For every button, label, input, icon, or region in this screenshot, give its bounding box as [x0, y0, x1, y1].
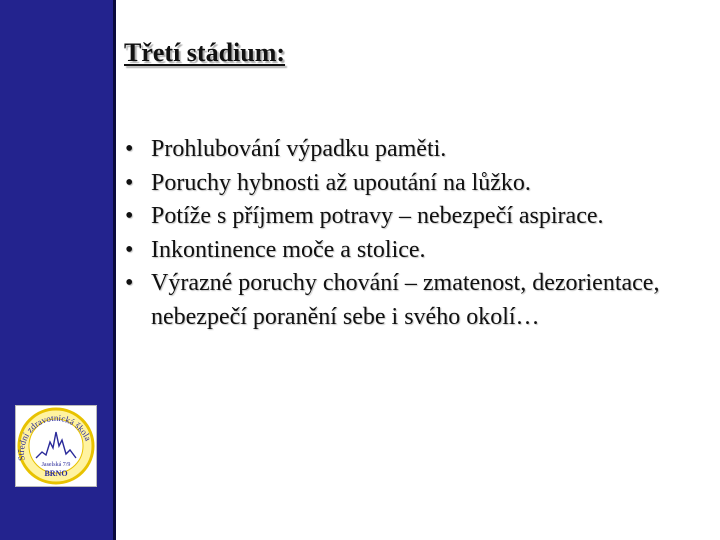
slide-title: Třetí stádium:	[124, 38, 286, 67]
bullet-text: Výrazné poruchy chování – zmatenost, dezorientace, nebezpečí poranění sebe i svého okolí…	[151, 270, 660, 330]
bullet-dot: •	[125, 169, 134, 196]
bullet-text: Poruchy hybnosti až upoutání na lůžko.	[151, 169, 531, 196]
bullet-text: Inkontinence moče a stolice.	[151, 236, 426, 263]
bullet-dot: •	[125, 236, 134, 263]
bullet-dot: •	[125, 203, 134, 229]
logo-address: Jaselská 7/9	[41, 462, 71, 468]
logo-city: BRNO	[44, 469, 68, 478]
bullet-list	[122, 133, 712, 334]
bullet-item	[122, 133, 712, 167]
logo-arc-text: Střední zdravotnická škola	[16, 412, 94, 462]
bullet-dot: •	[125, 270, 134, 296]
bullet-dot: •	[125, 136, 134, 162]
bullet-item	[122, 200, 712, 234]
bullet-item	[122, 167, 712, 201]
school-logo-graphic	[16, 406, 96, 486]
sidebar-edge	[113, 0, 116, 540]
bullet-text: Potíže s příjmem potravy – nebezpečí aspirace.	[151, 203, 604, 229]
bullet-item	[122, 234, 712, 268]
school-logo	[15, 405, 97, 487]
bullet-text: Prohlubování výpadku paměti.	[151, 136, 447, 162]
bullet-item	[122, 267, 712, 334]
